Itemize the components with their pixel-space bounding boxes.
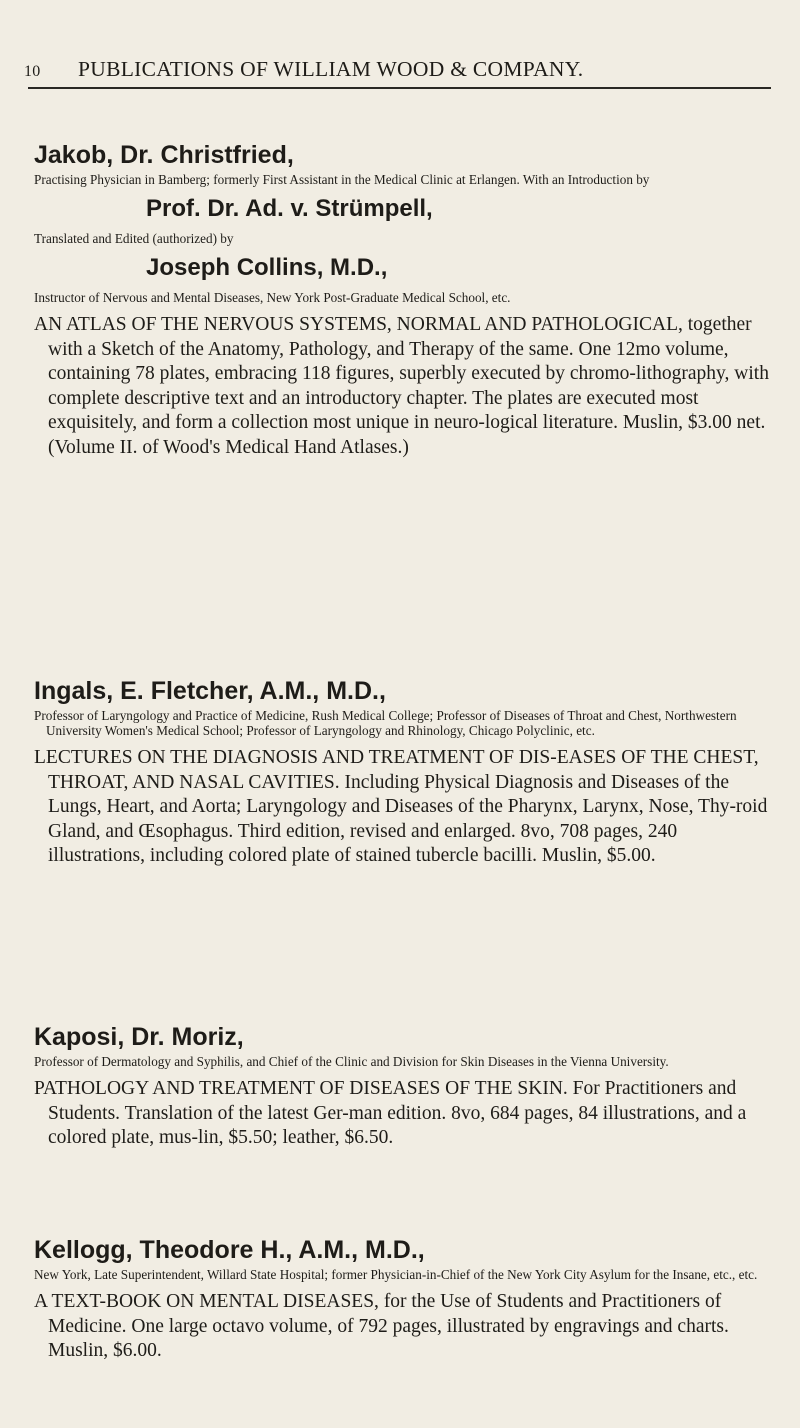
page-number: 10 [24,63,41,80]
book-description [34,313,774,460]
author-name: Kaposi, Dr. Moriz, [34,1023,244,1051]
catalog-entry-jakob [34,140,774,460]
book-title: AN ATLAS OF THE NERVOUS SYSTEMS, NORMAL AND PATHOLOGICAL, [34,314,683,335]
author-credentials: Practising Physician in Bamberg; formerly First Assistant in the Medical Clinic at Erlangen. With an Introduction by [34,172,650,187]
catalog-entry-ingals [34,676,774,869]
catalog-entry-kaposi [34,1022,774,1151]
author-name: Ingals, E. Fletcher, A.M., M.D., [34,677,386,705]
book-title: A TEXT-BOOK ON MENTAL DISEASES, [34,1291,379,1312]
author-name: Jakob, Dr. Christfried, [34,141,294,169]
book-details: for the Use of Students and Practitioners of Medicine. One large octavo volume, of 792 pages, illustrated by engravings and charts. Muslin, $6.00. [48,1291,729,1361]
author-credentials: New York, Late Superintendent, Willard State Hospital; former Physician-in-Chief of the New York City Asylum for the Insane, etc., etc. [34,1267,758,1282]
page-header [24,57,774,82]
translated-by-label: Translated and Edited (authorized) by [34,231,234,246]
book-details: Including Physical Diagnosis and Diseases of the Lungs, Heart, and Aorta; Laryngology and Diseases of the Pharynx, Larynx, Nose, Thy-roid Gland, and Œsophagus. Third edition, revised and enlarged. 8vo, 708 pages, 240 illustrations, including colored plate of stained tubercle bacilli. Muslin, $5.00. [48,771,768,866]
introduction-author: Prof. Dr. Ad. v. Strümpell, [146,195,433,222]
book-title: PATHOLOGY AND TREATMENT OF DISEASES OF THE SKIN. [34,1078,568,1099]
book-details: For Practitioners and Students. Translation of the latest Ger-man edition. 8vo, 684 pages, 84 illustrations, and a colored plate, mus-lin, $5.50; leather, $6.50. [48,1078,747,1148]
book-details: together with a Sketch of the Anatomy, Pathology, and Therapy of the same. One 12mo volume, containing 78 plates, embracing 118 figures, superbly executed by chromo-lithography, with complete descriptive text and an introductory chapter. The plates are executed most exquisitely, and form a collection most unique in neuro-logical literature. Muslin, $3.00 net. (Volume II. of Wood's Medical Hand Atlases.) [48,314,769,458]
author-name: Kellogg, Theodore H., A.M., M.D., [34,1236,425,1264]
header-rule [28,87,771,89]
book-description [34,1290,774,1364]
catalog-entry-kellogg [34,1235,774,1364]
book-description [34,746,774,869]
running-title: PUBLICATIONS OF WILLIAM WOOD & COMPANY. [78,57,584,81]
author-credentials: Professor of Dermatology and Syphilis, and Chief of the Clinic and Division for Skin Diseases in the Vienna University. [34,1054,669,1069]
author-credentials: Professor of Laryngology and Practice of Medicine, Rush Medical College; Professor of Diseases of Throat and Chest, Northwestern University Women's Medical School; Professor of Laryngology and Rhinology, Chicago Polyclinic, etc. [34,708,737,738]
book-title: LECTURES ON THE DIAGNOSIS AND TREATMENT OF DIS-EASES OF THE CHEST, THROAT, AND NASAL CAVITIES. [34,747,759,793]
book-description [34,1077,774,1151]
translator-name: Joseph Collins, M.D., [146,254,388,281]
translator-credentials: Instructor of Nervous and Mental Diseases, New York Post-Graduate Medical School, etc. [34,290,511,305]
